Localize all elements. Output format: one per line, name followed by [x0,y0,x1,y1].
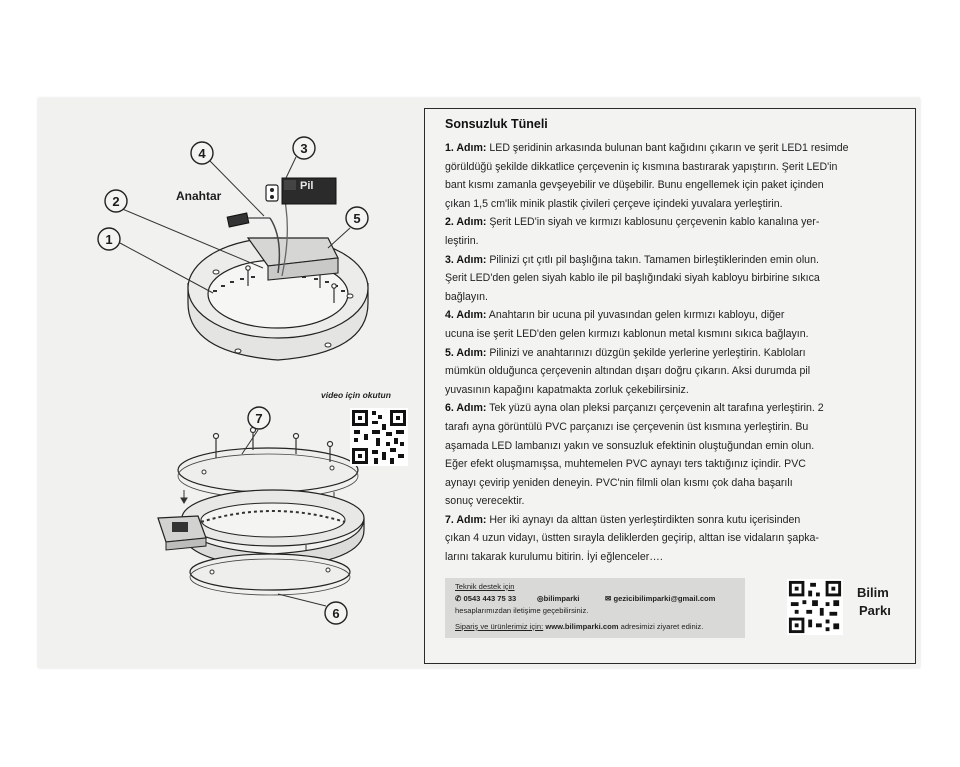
bilim-parki-logo [855,579,895,630]
step-7-label: 7. Adım: [445,513,487,526]
step-1-line-2 [445,158,907,177]
step-1-label: 1. Adım: [445,142,487,154]
step-1-line-4 [445,195,907,214]
step-7-line-2 [445,529,907,548]
step-5-label: 5. Adım: [445,346,487,359]
website-qr-code[interactable] [787,579,843,635]
step-4-text: Anahtarın bir ucuna pil yuvasından gelen kırmızı kabloyu, diğer [488,309,785,322]
step-7-text: larını takarak kurulumu bitirin. İyi eğlenceler…. [445,551,663,564]
step-2-line-1 [445,213,907,232]
instruction-steps [445,139,907,567]
step-6-text: Eğer efekt oluşmamışsa, muhtemelen PVC aynayı ters taktığınız içindir. PVC [445,458,806,471]
step-6-line-4 [445,455,907,474]
video-label: video için okutun [321,390,391,400]
step-2-text: leştirin. [445,234,479,247]
label-pil: Pil [300,180,314,192]
callout-5: 5 [353,211,361,226]
step-6-text: aşamada LED lambanızı yakın ve sonsuzluk efektinin oluştuğundan emin olun. [445,439,815,452]
step-3-text: Pilinizi çıt çıtlı pil başlığına takın. Tamamen birleştiklerinden emin olun. [489,253,819,266]
svg-text:Parkı: Parkı [859,603,891,618]
step-6-line-6 [445,492,907,511]
step-4-label: 4. Adım: [445,309,487,322]
step-4-text: ucuna ise şerit LED'den gelen kırmızı kablonun metal kısmını sıkıca bağlayın. [445,327,809,340]
step-2-text: Şerit LED'in siyah ve kırmızı kablosunu çerçevenin kablo kanalına yer- [489,216,820,229]
instructions-panel [424,108,916,664]
step-2-line-2 [445,232,907,251]
step-6-text: Tek yüzü ayna olan pleksi parçanızı çerçevenin alt tarafına yerleştirin. 2 [489,402,824,415]
callout-6: 6 [332,606,340,621]
bottom-mirror-disc [190,554,350,595]
step-3-line-1 [445,251,907,270]
diagram-panel [38,98,424,668]
support-email[interactable] [605,594,715,603]
callout-7: 7 [255,411,263,426]
order-line [455,622,703,631]
assembly-diagram [38,98,424,668]
step-7-line-3 [445,548,907,567]
step-5-text: mümkün olduğunca çerçevenin altından dışarı doğru çıkarın. Aksi durumda pil [445,365,811,378]
order-prefix: Sipariş ve ürünlerimiz için: [455,622,544,631]
instruction-sheet [38,98,920,668]
website-link[interactable]: www.bilimparki.com [545,622,619,631]
step-6-line-2 [445,418,907,437]
step-6-text: aynayı çevirip yeniden deneyin. PVC'nin filmli olan kısmı çok daha başarılı [445,476,793,489]
step-5-line-2 [445,362,907,381]
battery-clip [266,185,278,201]
step-3-line-2 [445,269,907,288]
step-4-line-1 [445,306,907,325]
logo-mark [855,579,895,625]
step-1-line-1 [445,139,907,158]
instructions-title: Sonsuzluk Tüneli [445,117,548,131]
step-6-text: sonuç verecektir. [445,495,525,508]
support-phone[interactable] [455,594,516,603]
mail-icon: ✉ [605,594,612,603]
callout-2: 2 [112,194,120,209]
step-5-line-1 [445,344,907,363]
order-suffix: adresimizi ziyaret ediniz. [620,622,704,631]
support-title: Teknik destek için [455,582,515,591]
step-1-line-3 [445,176,907,195]
step-6-line-1 [445,399,907,418]
instagram-icon: ◎ [537,594,544,603]
step-3-text: Şerit LED'den gelen siyah kablo ile pil başlığındaki siyah kabloyu birbirine sıkıca [445,272,820,285]
step-1-text: LED şeridinin arkasında bulunan bant kağıdını çıkarın ve şerit LED1 resimde [489,142,849,154]
callout-4: 4 [198,146,206,161]
callout-3: 3 [300,141,308,156]
step-1-text: çıkan 1,5 cm'lik minik plastik çivileri çerçeve içindeki yuvalara yerleştirin. [445,197,783,210]
instagram-handle[interactable]: bilimparki [543,594,580,603]
step-6-label: 6. Adım: [445,402,487,415]
step-7-line-1 [445,511,907,530]
step-5-text: yuvasının kapağını kapatmakta zorluk çekebilirsiniz. [445,383,689,396]
step-2-label: 2. Adım: [445,216,487,229]
video-qr-code[interactable] [350,408,408,466]
phone-number[interactable]: 0543 443 75 33 [463,594,517,603]
step-7-text: çıkan 4 uzun vidayı, üstten sırayla deliklerden geçirip, alttan ise vidaların şapka- [445,532,819,545]
callout-1: 1 [105,232,113,247]
whatsapp-icon: ✆ [455,594,462,603]
contact-note: hesaplarımızdan iletişime geçebilirsiniz. [455,606,589,615]
step-5-text: Pilinizi ve anahtarınızı düzgün şekilde yerlerine yerleştirin. Kabloları [489,346,806,359]
label-anahtar: Anahtar [176,189,222,203]
step-6-line-5 [445,474,907,493]
svg-text:Bilim: Bilim [857,585,889,600]
step-3-line-3 [445,288,907,307]
step-6-line-3 [445,437,907,456]
step-7-text: Her iki aynayı da alttan üsten yerleştirdikten sonra kutu içerisinden [489,513,801,526]
step-6-text: tarafı ayna görüntülü PVC parçanızı ise çerçevenin üst kısmına yerleştirin. Bu [445,420,809,433]
step-3-label: 3. Adım: [445,253,487,266]
step-1-text: görüldüğü şekilde dikkatlice çerçevenin iç kısmına bastırarak yapıştırın. Şerit LED'in [445,160,838,173]
step-5-line-3 [445,381,907,400]
support-instagram[interactable] [537,594,580,603]
step-4-line-2 [445,325,907,344]
email-address[interactable]: gezicibilimparki@gmail.com [613,594,716,603]
step-3-text: bağlayın. [445,290,488,303]
step-1-text: bant kısmı zamanla gevşeyebilir ve düşebilir. Bunu engellemek için paket içinden [445,179,824,192]
